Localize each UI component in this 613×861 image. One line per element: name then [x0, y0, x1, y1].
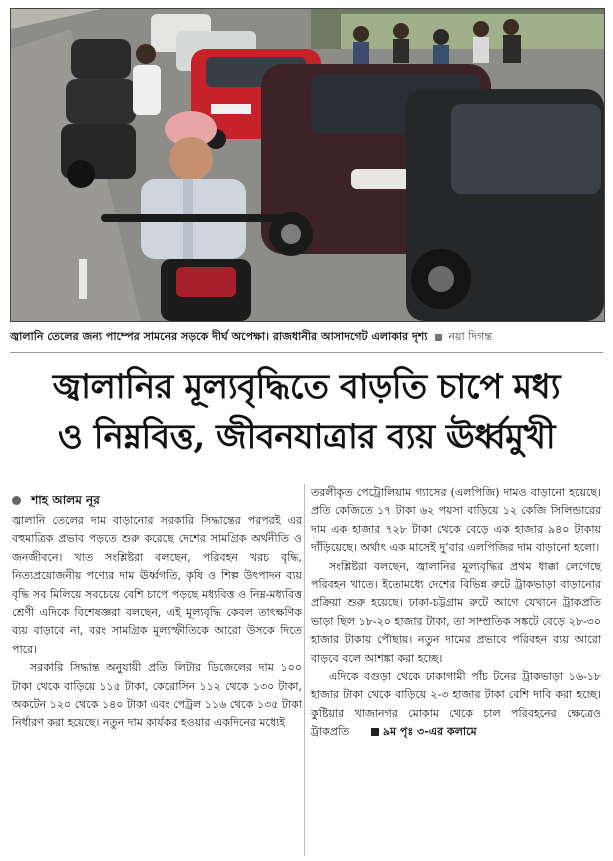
caption-divider: [10, 352, 603, 353]
paragraph: সরকারি সিদ্ধান্ত অনুযায়ী প্রতি লিটার ডিজেলের দাম ১০০ টাকা থেকে বাড়িয়ে ১১৫ টাকা, কেরোসিন ১১২ থেকে ১৩০ টাকা, অকটেন ১২০ থেকে ১৪০ টাকা এবং পেট্রল ১১৬ থেকে ১৩৫ টাকা নির্ধারণ করা হয়েছে। নতুন দাম কার্যকর হওয়ার একদিনের মধ্যেই: [12, 661, 302, 730]
paragraph: তরলীকৃত পেট্রোলিয়াম গ্যাসের (এলপিজি) দামও বাড়ানো হয়েছে। প্রতি কেজিতে ১৭ টাকা ৬২ পয়সা বাড়িয়ে ১২ কেজি সিলিন্ডারের দাম এক হাজার ৭২৮ টাকা থেকে বেড়ে এক হাজার ৯৪০ টাকায় দাঁড়িয়েছে। অর্থাৎ এক মাসেই দু’বার এলপিজির দাম বাড়ানো হলো।: [311, 486, 601, 555]
continuation-text: ৯ম পৃঃ ৩-এর কলামে: [382, 725, 477, 739]
news-photo: [10, 8, 605, 322]
paragraph: জ্বালানি তেলের দাম বাড়ানোর সরকারি সিদ্ধান্তের পরপরই এর বহুমাত্রিক প্রভাব পড়তে শুরু করেছে দেশের সামগ্রিক অর্থনীতি ও জনজীবনে। খাত সংশ্লিষ্টরা বলছেন, পরিবহন খরচ বৃদ্ধি, নিত্যপ্রয়োজনীয় পণ্যের দাম ঊর্ধ্বগতি, কৃষি ও শিল্প উৎপাদন ব্যয় বৃদ্ধি সব মিলিয়ে সবচেয়ে বেশি চাপে পড়ছে মধ্যবিত্ত ও নিম্ন-মধ্যবিত্ত শ্রেণী এদিকে বিশেষজ্ঞরা বলছেন, এই মূল্যবৃদ্ধি কেবল তাৎক্ষণিক ব্যয় বাড়াবে না, বরং সামগ্রিক মূল্যস্ফীতিকে আরো উসকে দিতে পারে।: [12, 514, 302, 656]
byline: [12, 490, 100, 510]
photo-caption: [10, 326, 603, 348]
paragraph: সংশ্লিষ্টরা বলছেন, জ্বালানির মূল্যবৃদ্ধির প্রথম ধাক্কা লেগেছে পরিবহন খাতে। ইতোমধ্যে দেশের বিভিন্ন রুটে ট্রাকভাড়া বাড়ানোর প্রক্রিয়া শুরু হয়েছে। ঢাকা-চট্টগ্রাম রুটে আগে যেখানে ট্রাকপ্রতি ভাড়া ছিল ১৮-২০ হাজার টাকা, তা সাম্প্রতিক সঙ্কটে বেড়ে ২৮-৩০ হাজার টাকায় পৌছায়। নতুন দামের প্রভাবে পরিবহন ব্যয় আরো বাড়বে বলে আশঙ্কা করা হচ্ছে।: [311, 559, 601, 665]
article-column-left: [12, 512, 302, 733]
credit-square-icon: [435, 334, 442, 341]
photo-credit: নয়া দিগন্ত: [448, 330, 492, 343]
continuation-note[interactable]: [353, 723, 477, 741]
column-divider: [304, 484, 305, 856]
headline: [10, 362, 603, 462]
headline-line-1: জ্বালানির মূল্যবৃদ্ধিতে বাড়তি চাপে মধ্য: [52, 367, 561, 407]
continuation-square-icon: [371, 728, 379, 736]
author-name: শাহ আলম নূর: [31, 493, 100, 507]
bullet-icon: [12, 496, 21, 505]
article-column-right: [311, 484, 601, 742]
headline-line-2: ও নিম্নবিত্ত, জীবনযাত্রার ব্যয় ঊর্ধ্বমুখী: [57, 417, 556, 457]
paragraph: [311, 668, 601, 742]
paragraph-text: এদিকে বগুড়া থেকে ঢাকাগামী পাঁচ টনের ট্রাকভাড়া ১৬-১৮ হাজার টাকা থেকে বাড়িয়ে ২-৩ হাজার টাকা বেশি দাবি করা হচ্ছে। কুষ্টিয়ার খাজানগর মোকাম থেকে চাল পরিবহনের ক্ষেত্রেও ট্রাকপ্রতি: [311, 670, 601, 739]
caption-text: জ্বালানি তেলের জন্য পাম্পের সামনের সড়কে দীর্ঘ অপেক্ষা। রাজধানীর আসাদগেট এলাকার দৃশ্য: [10, 330, 428, 343]
street-photo-illustration: [11, 9, 604, 321]
